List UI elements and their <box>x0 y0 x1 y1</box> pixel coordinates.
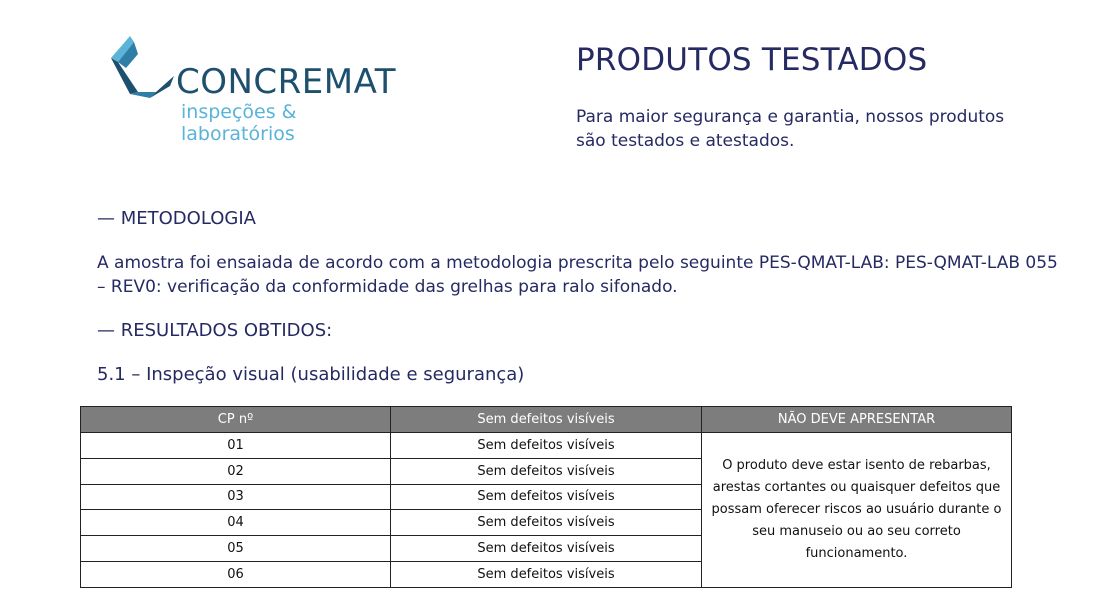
cell-cp: 01 <box>81 433 391 459</box>
results-table <box>80 406 1012 588</box>
table-row <box>81 433 1012 459</box>
resultados-heading: — RESULTADOS OBTIDOS: <box>97 320 333 341</box>
page-title: PRODUTOS TESTADOS <box>576 42 928 78</box>
logo-subtitle-line-1: inspeções & <box>181 101 297 123</box>
cell-result: Sem defeitos visíveis <box>391 433 702 459</box>
logo-brand-text: CONCREMAT <box>176 62 397 102</box>
logo-subtitle-line-2: laboratórios <box>181 123 295 145</box>
logo-mark-icon <box>108 32 178 102</box>
metodologia-text: A amostra foi ensaiada de acordo com a metodologia prescrita pelo seguinte PES-QMAT-LAB: PES-QMAT-LAB 055 – REV0: verificação da conformidade das grelhas para ralo sifonado. <box>97 253 1058 297</box>
metodologia-heading: — METODOLOGIA <box>97 208 256 229</box>
section-heading: 5.1 – Inspeção visual (usabilidade e segurança) <box>97 364 525 385</box>
cell-cp: 05 <box>81 536 391 562</box>
table-header-row <box>81 407 1012 433</box>
cell-cp: 04 <box>81 510 391 536</box>
column-header-cp: CP nº <box>81 407 391 433</box>
cell-requirement-note: O produto deve estar isento de rebarbas, arestas cortantes ou quaisquer defeitos que possam oferecer riscos ao usuário durante o seu manuseio ou ao seu correto funcionamento. <box>702 433 1012 588</box>
cell-result: Sem defeitos visíveis <box>391 536 702 562</box>
concremat-logo <box>108 32 418 152</box>
column-header-requirement: NÃO DEVE APRESENTAR <box>702 407 1012 433</box>
logo-subtitle <box>181 101 296 145</box>
cell-result: Sem defeitos visíveis <box>391 484 702 510</box>
cell-cp: 02 <box>81 458 391 484</box>
cell-result: Sem defeitos visíveis <box>391 458 702 484</box>
cell-cp: 06 <box>81 561 391 587</box>
cell-result: Sem defeitos visíveis <box>391 510 702 536</box>
cell-result: Sem defeitos visíveis <box>391 561 702 587</box>
column-header-result: Sem defeitos visíveis <box>391 407 702 433</box>
cell-cp: 03 <box>81 484 391 510</box>
page-subtitle: Para maior segurança e garantia, nossos produtos são testados e atestados. <box>576 107 1005 151</box>
